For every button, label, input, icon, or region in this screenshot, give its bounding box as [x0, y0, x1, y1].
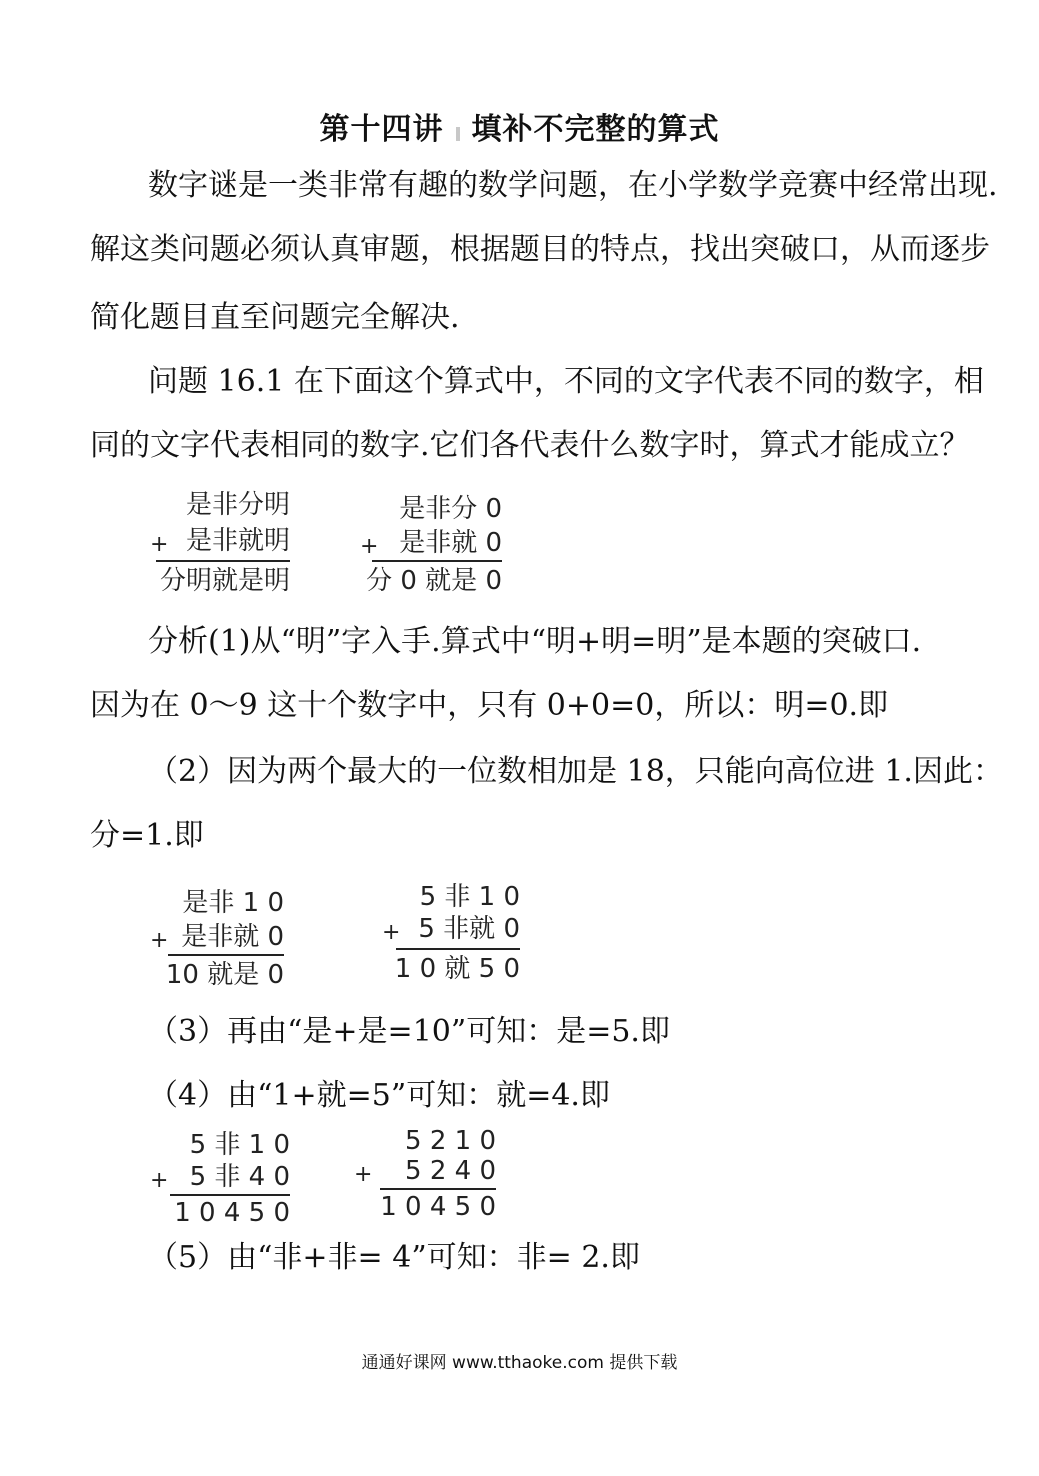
page-title — [0, 104, 1039, 148]
title-part-1: 第十四讲 — [319, 112, 444, 147]
sum-line — [396, 948, 520, 950]
sum: 分明就是明 — [159, 566, 290, 596]
addend-1: 5 非 1 0 — [189, 1130, 290, 1160]
plus-sign: + — [360, 534, 379, 559]
intro-line-3: 简化题目直至问题完全解决. — [90, 300, 460, 335]
plus-sign: + — [150, 928, 169, 953]
addend-1: 5 非 1 0 — [419, 882, 520, 912]
addend-2: 是非就 0 — [399, 528, 502, 558]
analysis-line-3: （2）因为两个最大的一位数相加是 18，只能向高位进 1.因此： — [148, 754, 1003, 789]
problem-line-2: 同的文字代表相同的数字.它们各代表什么数字时，算式才能成立？ — [90, 428, 970, 463]
title-part-2: 填补不完整的算式 — [471, 112, 720, 147]
addend-1: 是非分明 — [185, 490, 290, 520]
analysis-line-1: 分析(1)从“明”字入手.算式中“明+明=明”是本题的突破口. — [148, 624, 922, 659]
addend-1: 是非 1 0 — [182, 888, 284, 918]
plus-sign: + — [150, 532, 169, 557]
intro-line-2: 解这类问题必须认真审题，根据题目的特点，找出突破口，从而逐步 — [90, 232, 990, 267]
step-3: （3）再由“是+是=10”可知：是=5.即 — [148, 1014, 670, 1049]
addend-2: 5 非 4 0 — [189, 1162, 290, 1192]
step-5: （5）由“非+非= 4”可知：非= 2.即 — [148, 1240, 640, 1275]
plus-sign: + — [354, 1162, 373, 1187]
addend-2: 是非就 0 — [181, 922, 284, 952]
sum: 1 0 就 5 0 — [394, 954, 520, 984]
equation-4 — [382, 880, 520, 990]
addend-1: 是非分 0 — [399, 494, 502, 524]
step-4: （4）由“1+就=5”可知：就=4.即 — [148, 1078, 610, 1113]
equation-3 — [150, 886, 284, 996]
sum-line — [372, 560, 502, 562]
addend-2: 是非就明 — [185, 526, 290, 556]
analysis-line-4: 分=1.即 — [90, 818, 204, 853]
equation-5 — [150, 1128, 290, 1228]
analysis-line-2: 因为在 0～9 这十个数字中，只有 0+0=0，所以：明=0.即 — [90, 688, 889, 723]
sum-line — [156, 560, 290, 562]
addend-1: 5 2 1 0 — [405, 1126, 496, 1156]
plus-sign: + — [150, 1168, 169, 1193]
equation-6 — [354, 1124, 496, 1224]
addend-2: 5 非就 0 — [418, 914, 520, 944]
title-separator — [456, 127, 460, 141]
intro-line-1: 数字谜是一类非常有趣的数学问题，在小学数学竞赛中经常出现. — [148, 168, 998, 203]
addend-2: 5 2 4 0 — [405, 1156, 496, 1186]
sum: 1 0 4 5 0 — [380, 1192, 496, 1222]
equation-2 — [360, 492, 502, 602]
sum: 10 就是 0 — [165, 960, 284, 990]
footer-credit: 通通好课网 www.tthaoke.com 提供下载 — [361, 1353, 678, 1373]
problem-line-1: 问题 16.1 在下面这个算式中，不同的文字代表不同的数字，相 — [148, 364, 984, 399]
sum: 1 0 4 5 0 — [174, 1198, 290, 1228]
plus-sign: + — [382, 920, 401, 945]
equation-1 — [150, 488, 290, 598]
sum: 分 0 就是 0 — [366, 566, 502, 596]
sum-line — [168, 954, 284, 956]
